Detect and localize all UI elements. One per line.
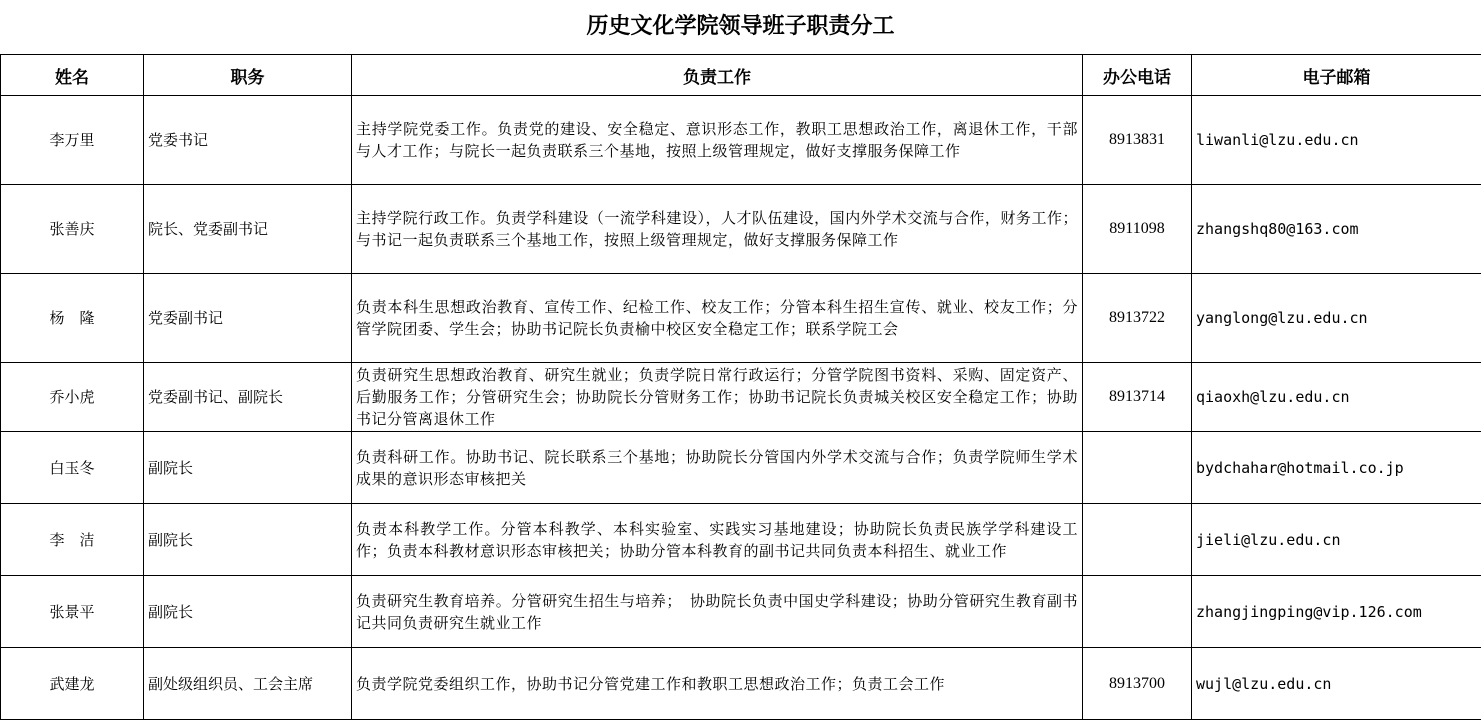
cell-position: 党委副书记、副院长 bbox=[144, 363, 352, 432]
page-title: 历史文化学院领导班子职责分工 bbox=[586, 13, 895, 39]
cell-position: 副院长 bbox=[144, 504, 352, 576]
cell-name: 杨 隆 bbox=[1, 274, 144, 363]
table-row bbox=[1, 363, 1481, 432]
table-row bbox=[1, 576, 1481, 648]
cell-phone: 8913831 bbox=[1083, 96, 1192, 185]
table-row bbox=[1, 274, 1481, 363]
cell-duty: 负责学院党委组织工作，协助书记分管党建工作和教职工思想政治工作；负责工会工作 bbox=[352, 648, 1083, 720]
cell-email[interactable]: jieli@lzu.edu.cn bbox=[1192, 504, 1481, 576]
table-header-row bbox=[1, 55, 1481, 96]
cell-email[interactable]: zhangjingping@vip.126.com bbox=[1192, 576, 1481, 648]
cell-email[interactable]: zhangshq80@163.com bbox=[1192, 185, 1481, 274]
cell-email[interactable]: wujl@lzu.edu.cn bbox=[1192, 648, 1481, 720]
cell-phone bbox=[1083, 504, 1192, 576]
cell-phone bbox=[1083, 576, 1192, 648]
header-position: 职务 bbox=[144, 55, 352, 96]
cell-position: 副院长 bbox=[144, 432, 352, 504]
cell-duty: 负责本科教学工作。分管本科教学、本科实验室、实践实习基地建设；协助院长负责民族学学科建设工作；负责本科教材意识形态审核把关；协助分管本科教育的副书记共同负责本科招生、就业工作 bbox=[352, 504, 1083, 576]
header-name: 姓名 bbox=[1, 55, 144, 96]
cell-position: 党委副书记 bbox=[144, 274, 352, 363]
cell-name: 李万里 bbox=[1, 96, 144, 185]
cell-position: 党委书记 bbox=[144, 96, 352, 185]
cell-name: 乔小虎 bbox=[1, 363, 144, 432]
cell-email[interactable]: qiaoxh@lzu.edu.cn bbox=[1192, 363, 1481, 432]
table-row bbox=[1, 185, 1481, 274]
duty-table bbox=[0, 54, 1481, 720]
cell-duty: 负责科研工作。协助书记、院长联系三个基地；协助院长分管国内外学术交流与合作；负责学院师生学术成果的意识形态审核把关 bbox=[352, 432, 1083, 504]
cell-name: 张善庆 bbox=[1, 185, 144, 274]
header-duty: 负责工作 bbox=[352, 55, 1083, 96]
cell-email[interactable]: yanglong@lzu.edu.cn bbox=[1192, 274, 1481, 363]
cell-name: 李 洁 bbox=[1, 504, 144, 576]
table-row bbox=[1, 96, 1481, 185]
cell-phone: 8911098 bbox=[1083, 185, 1192, 274]
cell-duty: 负责研究生思想政治教育、研究生就业；负责学院日常行政运行；分管学院图书资料、采购、固定资产、后勤服务工作；分管研究生会；协助院长分管财务工作；协助书记院长负责城关校区安全稳定工作；协助书记分管离退休工作 bbox=[352, 363, 1083, 432]
cell-position: 院长、党委副书记 bbox=[144, 185, 352, 274]
cell-name: 张景平 bbox=[1, 576, 144, 648]
cell-name: 白玉冬 bbox=[1, 432, 144, 504]
header-phone: 办公电话 bbox=[1083, 55, 1192, 96]
cell-duty: 主持学院党委工作。负责党的建设、安全稳定、意识形态工作，教职工思想政治工作，离退休工作，干部与人才工作；与院长一起负责联系三个基地，按照上级管理规定，做好支撑服务保障工作 bbox=[352, 96, 1083, 185]
header-email: 电子邮箱 bbox=[1192, 55, 1481, 96]
cell-duty: 负责本科生思想政治教育、宣传工作、纪检工作、校友工作；分管本科生招生宣传、就业、校友工作；分管学院团委、学生会；协助书记院长负责榆中校区安全稳定工作；联系学院工会 bbox=[352, 274, 1083, 363]
cell-position: 副院长 bbox=[144, 576, 352, 648]
cell-name: 武建龙 bbox=[1, 648, 144, 720]
cell-email[interactable]: bydchahar@hotmail.co.jp bbox=[1192, 432, 1481, 504]
cell-phone: 8913714 bbox=[1083, 363, 1192, 432]
cell-phone bbox=[1083, 432, 1192, 504]
table-row bbox=[1, 432, 1481, 504]
cell-phone: 8913700 bbox=[1083, 648, 1192, 720]
table-row bbox=[1, 648, 1481, 720]
table-row bbox=[1, 504, 1481, 576]
cell-duty: 负责研究生教育培养。分管研究生招生与培养； 协助院长负责中国史学科建设；协助分管研究生教育副书记共同负责研究生就业工作 bbox=[352, 576, 1083, 648]
cell-position: 副处级组织员、工会主席 bbox=[144, 648, 352, 720]
cell-duty: 主持学院行政工作。负责学科建设（一流学科建设），人才队伍建设，国内外学术交流与合作，财务工作；与书记一起负责联系三个基地工作，按照上级管理规定，做好支撑服务保障工作 bbox=[352, 185, 1083, 274]
cell-email[interactable]: liwanli@lzu.edu.cn bbox=[1192, 96, 1481, 185]
cell-phone: 8913722 bbox=[1083, 274, 1192, 363]
